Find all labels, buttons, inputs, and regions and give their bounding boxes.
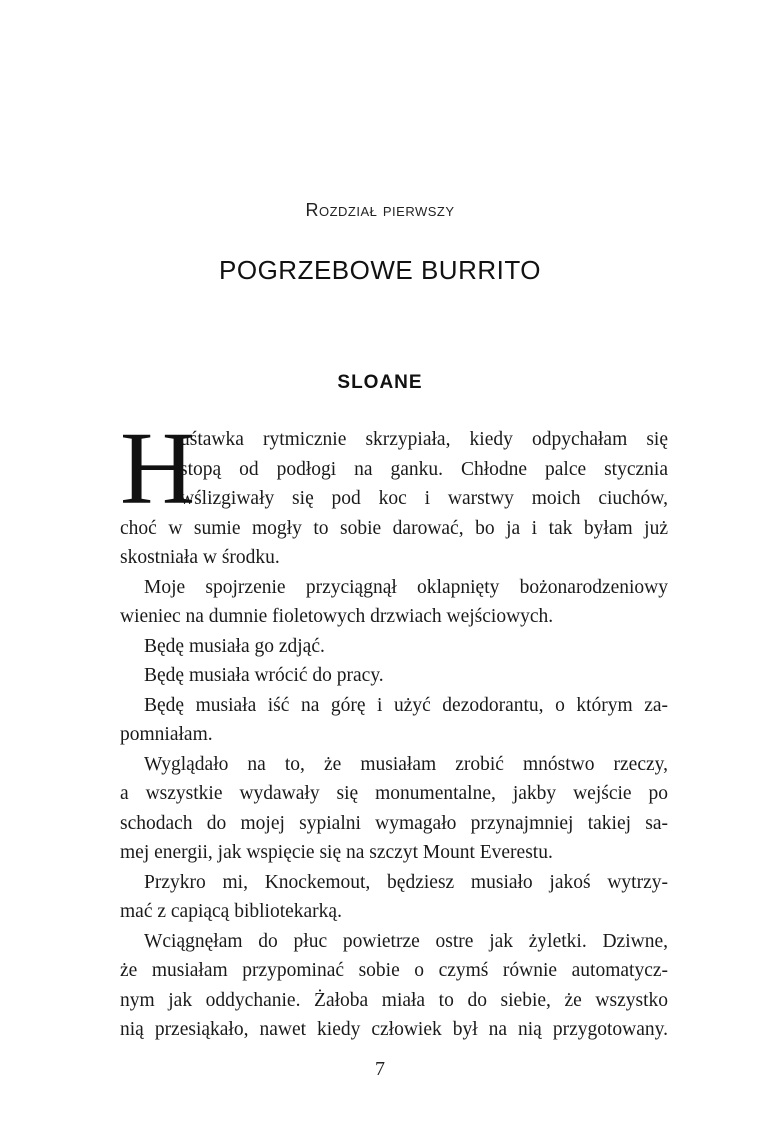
text-line: Będę musiała go zdjąć. [144, 635, 325, 657]
narrator-heading: SLOANE [337, 372, 423, 393]
text-line: wieniec na dumnie fioletowych drzwiach wejściowych. [120, 606, 554, 627]
text-line: Będę musiała iść na górę i użyć dezodorantu, o którym za- [144, 694, 668, 716]
text-line: mej energii, jak wspięcie się na szczyt Mount Everestu. [120, 842, 553, 863]
text-line: Moje spojrzenie przyciągnął oklapnięty bożonarodzeniowy [144, 576, 668, 598]
text-line: Przykro mi, Knockemout, będziesz musiało jakoś wytrzy- [144, 871, 668, 893]
body-text [120, 411, 668, 1045]
paragraph [120, 750, 668, 868]
text-line: uśtawka rytmicznie skrzypiała, kiedy odpychałam się [180, 429, 668, 450]
paragraph [120, 927, 668, 1045]
paragraph [120, 661, 668, 691]
text-line: skostniała w środku. [120, 547, 280, 568]
text-line: nym jak oddychanie. Żałoba miała to do siebie, że wszystko [120, 989, 668, 1011]
text-line: a wszystkie wydawały się monumentalne, jakby wejście po [120, 783, 668, 804]
text-line: Wyglądało na to, że musiałam zrobić mnóstwo rzeczy, [144, 753, 668, 775]
chapter-label: Rozdział pierwszy [305, 200, 455, 220]
page-number: 7 [375, 1058, 385, 1080]
text-line: mać z capiącą bibliotekarką. [120, 901, 342, 922]
text-line: nią przesiąkało, nawet kiedy człowiek był na nią przygotowany. [120, 1019, 668, 1040]
paragraph [120, 691, 668, 750]
paragraph [120, 868, 668, 927]
text-line: Wciągnęłam do płuc powietrze ostre jak żyletki. Dziwne, [144, 930, 668, 952]
paragraph [120, 411, 668, 573]
text-line: pomniałam. [120, 724, 213, 745]
text-line: że musiałam przypominać sobie o czymś równie automatycz- [120, 960, 668, 981]
paragraph [120, 632, 668, 662]
drop-cap: H [120, 411, 196, 526]
text-line: Będę musiała wrócić do pracy. [144, 665, 384, 686]
text-line: stopą od podłogi na ganku. Chłodne palce stycznia [180, 458, 668, 480]
paragraph [120, 573, 668, 632]
chapter-title: POGRZEBOWE BURRITO [219, 255, 541, 285]
text-line: choć w sumie mogły to sobie darować, bo ja i tak byłam już [120, 517, 668, 539]
text-line: wślizgiwały się pod koc i warstwy moich ciuchów, [180, 488, 668, 509]
text-line: schodach do mojej sypialni wymagało przynajmniej takiej sa- [120, 812, 668, 834]
